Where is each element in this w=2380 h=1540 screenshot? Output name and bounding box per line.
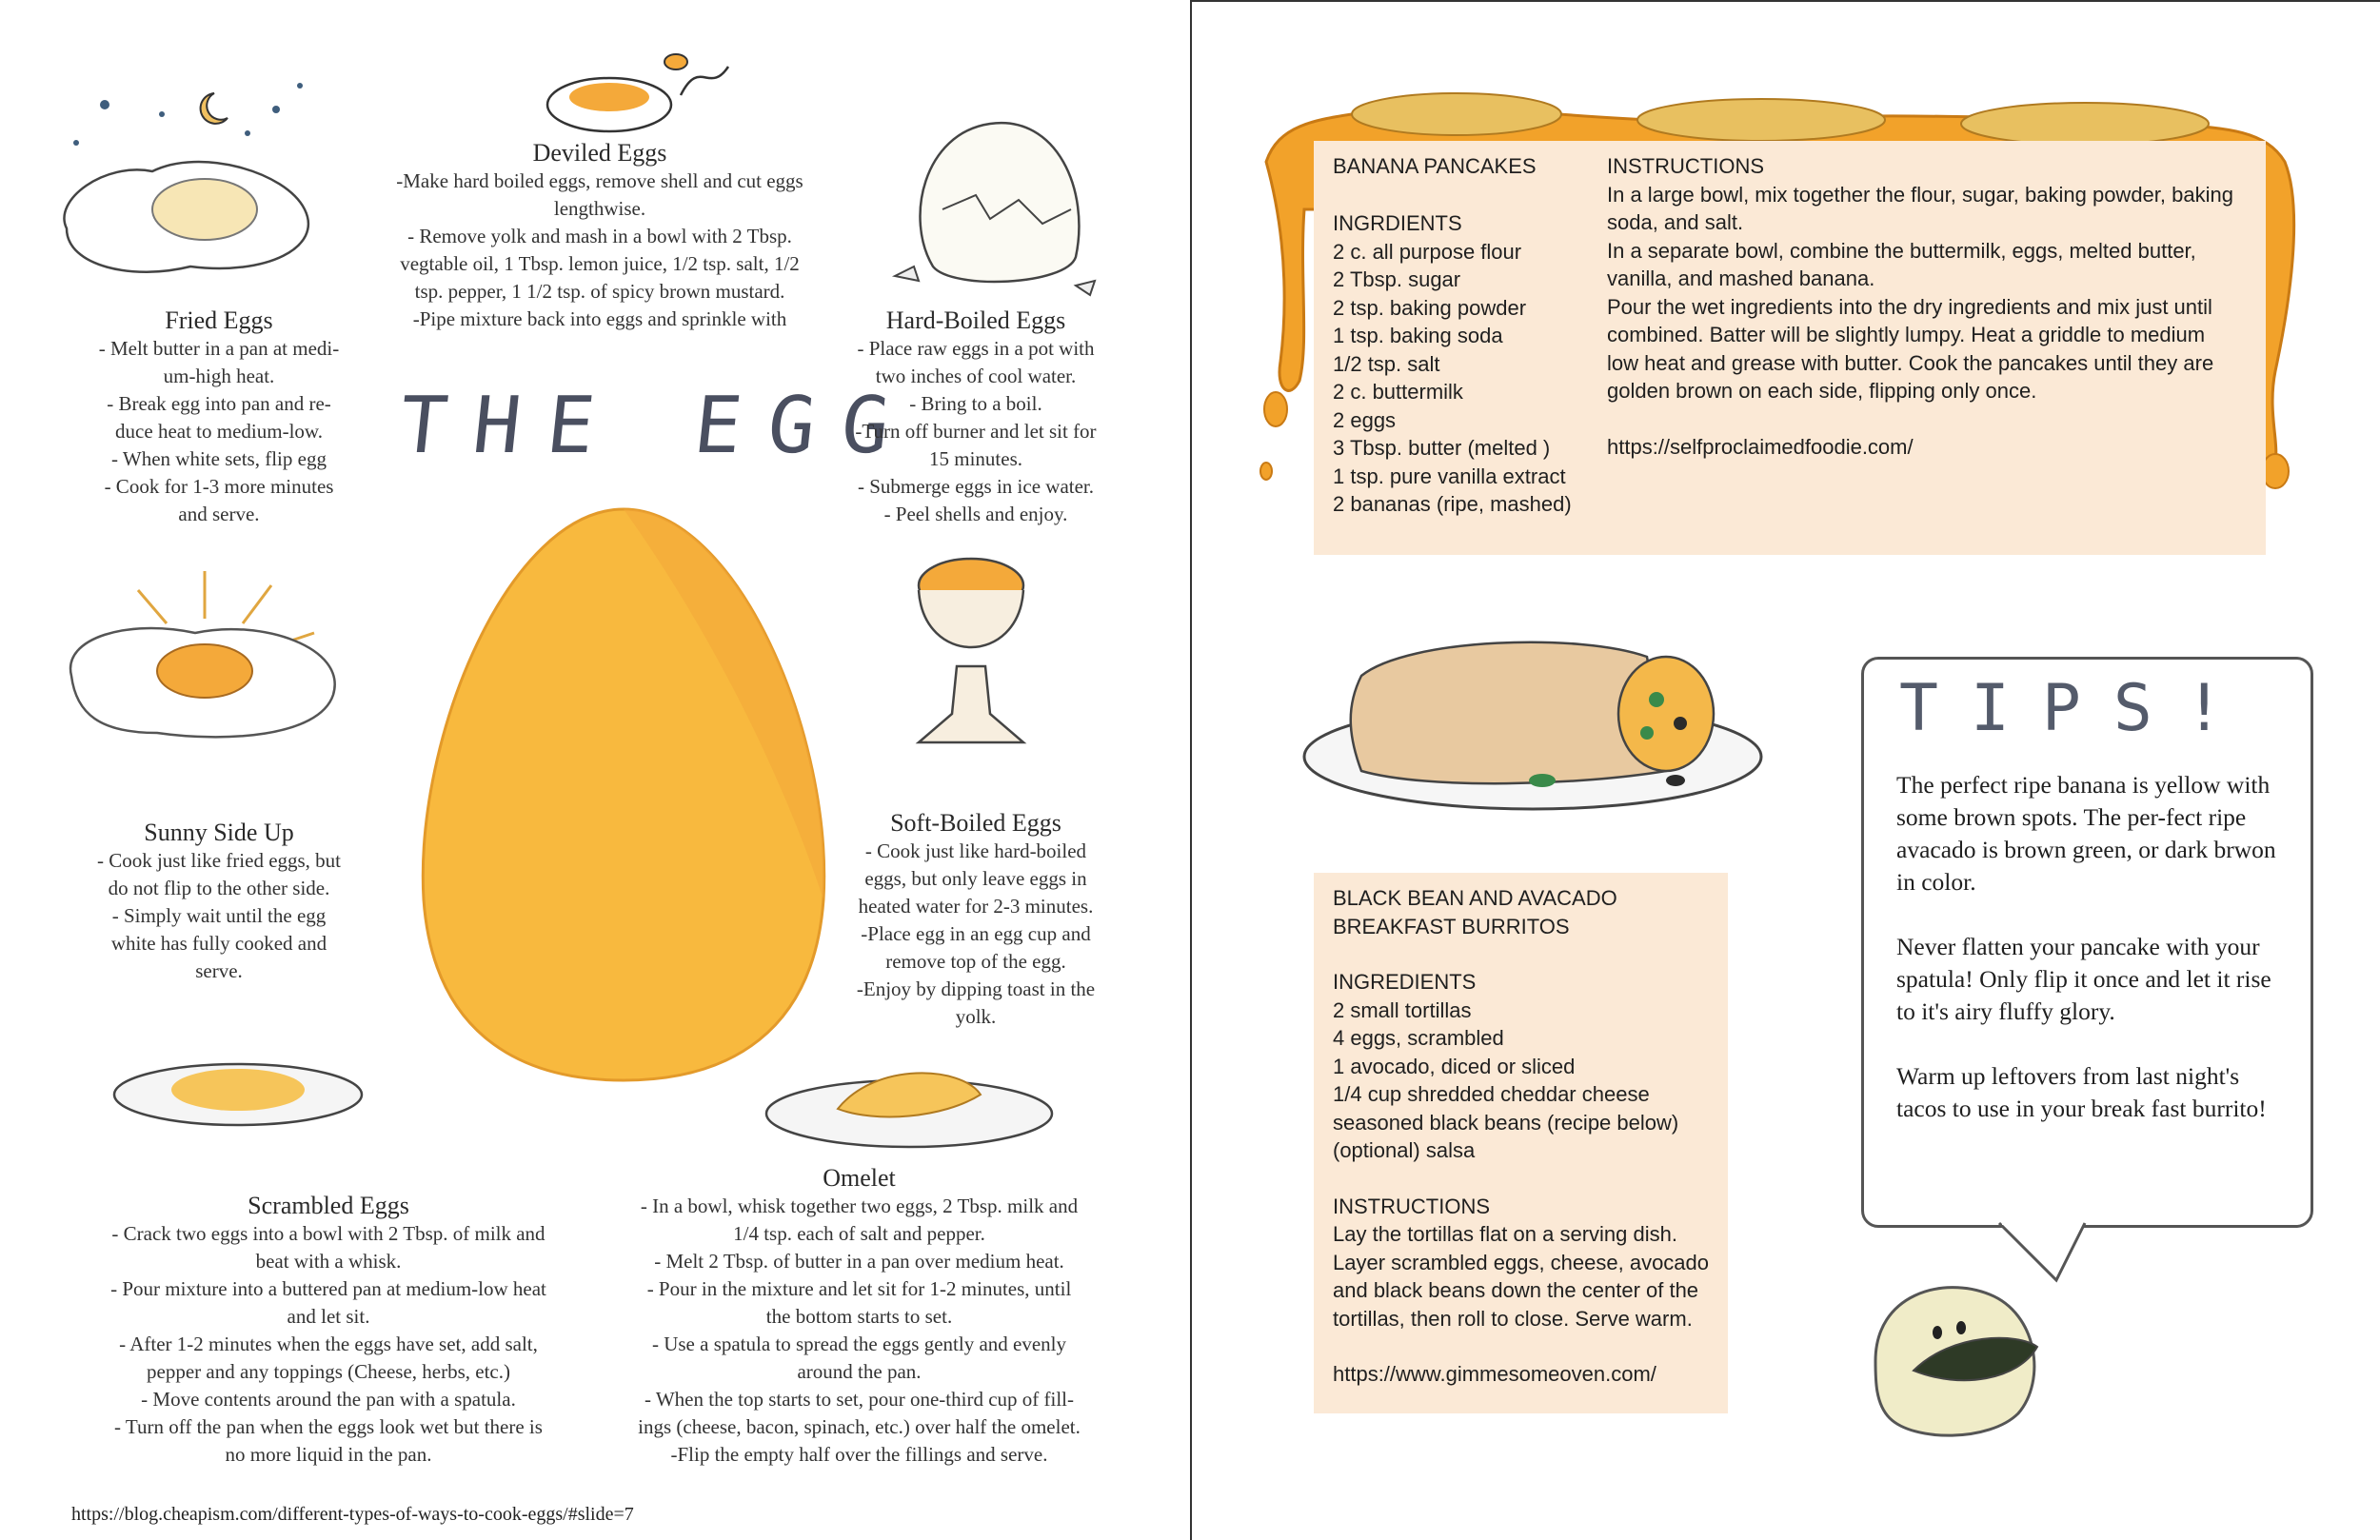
ingredient-item: 1/2 tsp. salt xyxy=(1333,351,1440,376)
recipe-line: yolk. xyxy=(955,1005,997,1028)
ingredient-item: 1 avocado, diced or sliced xyxy=(1333,1054,1576,1078)
instruction-line: In a separate bowl, combine the buttermilk, eggs, melted butter, xyxy=(1607,238,2196,263)
recipe-line: duce heat to medium-low. xyxy=(115,420,323,443)
recipe-line: ings (cheese, bacon, spinach, etc.) over half the omelet. xyxy=(638,1415,1081,1438)
burrito-illustration xyxy=(1295,619,1771,819)
source-link[interactable]: https://blog.cheapism.com/different-types-of-ways-to-cook-eggs/#slide=7 xyxy=(71,1504,634,1525)
tips-text xyxy=(1896,769,2287,1157)
ingredient-item: 3 Tbsp. butter (melted ) xyxy=(1333,436,1551,460)
recipe-line: two inches of cool water. xyxy=(875,365,1077,387)
pancakes-source-link[interactable]: https://selfproclaimedfoodie.com/ xyxy=(1607,434,1914,459)
recipe-title: Sunny Side Up xyxy=(144,819,294,846)
recipe-line: no more liquid in the pan. xyxy=(225,1443,432,1466)
instruction-line: tortillas, then roll to close. Serve warm. xyxy=(1333,1306,1693,1331)
instruction-line: and black beans down the center of the xyxy=(1333,1278,1699,1302)
ingredient-item: (optional) salsa xyxy=(1333,1138,1476,1162)
recipe-line: - Melt butter in a pan at medi- xyxy=(98,337,340,360)
recipe-line: -Flip the empty half over the fillings and serve. xyxy=(670,1443,1048,1466)
ingredient-item: 1/4 cup shredded cheddar cheese xyxy=(1333,1082,1650,1106)
recipe-line: - In a bowl, whisk together two eggs, 2 Tbsp. milk and xyxy=(640,1194,1079,1217)
instruction-line: soda, and salt. xyxy=(1607,210,1744,234)
recipe-title: Soft-Boiled Eggs xyxy=(890,809,1061,837)
instruction-line: vanilla, and mashed banana. xyxy=(1607,267,1875,290)
ingredient-item: 4 eggs, scrambled xyxy=(1333,1026,1504,1050)
instruction-line: Pour the wet ingredients into the dry ingredients and mix just until xyxy=(1607,294,2212,319)
tip-paragraph: Warm up leftovers from last night's tacos to use in your break fast burrito! xyxy=(1896,1062,2267,1122)
recipe-line: and serve. xyxy=(178,503,260,525)
tips-title: TIPS! xyxy=(1899,671,2256,746)
recipe-line: lengthwise. xyxy=(553,197,646,220)
recipe-line: - When white sets, flip egg xyxy=(111,447,327,470)
recipe-title: Deviled Eggs xyxy=(532,139,667,167)
recipe-title: Scrambled Eggs xyxy=(248,1192,409,1219)
recipe-line: - Place raw eggs in a pot with xyxy=(857,337,1095,360)
recipe-line: serve. xyxy=(195,959,243,982)
banana-pancakes-card xyxy=(1314,141,2266,555)
recipe-line: - Crack two eggs into a bowl with 2 Tbsp. of milk and xyxy=(111,1222,545,1245)
breakfast-burritos-card xyxy=(1314,873,1728,1413)
page-title: THE EGG xyxy=(395,381,921,471)
scrambled-eggs-recipe xyxy=(62,1192,595,1469)
deviled-eggs-recipe xyxy=(362,139,838,333)
recipe-line: - When the top starts to set, pour one-third cup of fill- xyxy=(644,1388,1074,1411)
ingredient-item: 2 bananas (ripe, mashed) xyxy=(1333,492,1572,516)
recipe-line: pepper and any toppings (Cheese, herbs, etc.) xyxy=(147,1360,510,1383)
recipe-line: -Enjoy by dipping toast in the xyxy=(856,977,1096,1000)
burritos-source-link[interactable]: https://www.gimmesomeoven.com/ xyxy=(1333,1362,1656,1386)
recipe-line: -Turn off burner and let sit for xyxy=(855,420,1097,443)
ingredient-item: 2 tsp. baking powder xyxy=(1333,295,1527,320)
recipe-line: um-high heat. xyxy=(163,365,275,387)
fried-eggs-recipe xyxy=(57,306,381,528)
recipe-title: Hard-Boiled Eggs xyxy=(885,306,1066,334)
recipe-line: - Pour in the mixture and let sit for 1-2 minutes, until xyxy=(646,1277,1072,1300)
deviled-egg-illustration xyxy=(528,38,738,143)
ingredient-item: 2 c. buttermilk xyxy=(1333,380,1463,404)
sunny-side-up-recipe xyxy=(67,819,371,985)
ingredient-item: 2 small tortillas xyxy=(1333,997,1472,1022)
recipe-line: tsp. pepper, 1 1/2 tsp. of spicy brown mustard. xyxy=(414,280,785,303)
big-egg-illustration xyxy=(405,500,843,1090)
recipe-line: around the pan. xyxy=(797,1360,922,1383)
recipe-line: - Use a spatula to spread the eggs gently and evenly xyxy=(651,1333,1067,1355)
recipe-line: remove top of the egg. xyxy=(885,950,1066,973)
recipe-line: - Pour mixture into a buttered pan at medium-low heat xyxy=(110,1277,546,1300)
tip-paragraph: Never flatten your pancake with your spatula! Only flip it once and let it rise to it's airy fluffy glory. xyxy=(1896,933,2271,1025)
scrambled-egg-illustration xyxy=(109,1028,367,1133)
recipe-line: white has fully cooked and xyxy=(110,932,327,955)
recipe-line: - Move contents around the pan with a spatula. xyxy=(141,1388,516,1411)
ingredient-item: 2 c. all purpose flour xyxy=(1333,239,1522,264)
recipe-title: Omelet xyxy=(823,1164,896,1192)
burritos-title: BLACK BEAN AND AVACADO xyxy=(1333,886,1617,910)
omelet-recipe xyxy=(600,1164,1119,1469)
ingredient-item: 1 tsp. baking soda xyxy=(1333,324,1503,347)
recipe-line: and let sit. xyxy=(287,1305,370,1328)
ingredient-item: 1 tsp. pure vanilla extract xyxy=(1333,464,1566,488)
burritos-content xyxy=(1333,884,1718,1389)
recipe-line: - After 1-2 minutes when the eggs have set, add salt, xyxy=(119,1333,538,1355)
recipe-line: heated water for 2-3 minutes. xyxy=(858,895,1094,918)
instruction-line: Layer scrambled eggs, cheese, avocado xyxy=(1333,1250,1710,1274)
sunny-side-up-illustration xyxy=(62,562,347,752)
recipe-line: - Turn off the pan when the eggs look wet but there is xyxy=(114,1415,543,1438)
instructions-label: INSTRUCTIONS xyxy=(1607,154,1764,178)
recipe-line: -Place egg in an egg cup and xyxy=(861,922,1091,945)
recipe-line: 1/4 tsp. each of salt and pepper. xyxy=(733,1222,985,1245)
pancakes-title: BANANA PANCAKES xyxy=(1333,154,1537,178)
egg-cup-illustration xyxy=(900,543,1042,771)
instructions-label: INSTRUCTIONS xyxy=(1333,1194,1490,1218)
soft-boiled-eggs-recipe xyxy=(828,809,1123,1031)
recipe-line: - Break egg into pan and re- xyxy=(107,392,331,415)
recipe-line: - Cook for 1-3 more minutes xyxy=(104,475,334,498)
recipe-line: vegtable oil, 1 Tbsp. lemon juice, 1/2 tsp. salt, 1/2 xyxy=(400,252,800,275)
ingredient-item: seasoned black beans (recipe below) xyxy=(1333,1110,1679,1135)
hard-boiled-eggs-recipe xyxy=(819,306,1133,528)
recipe-line: - Peel shells and enjoy. xyxy=(883,503,1068,525)
fried-egg-illustration xyxy=(48,143,324,286)
instruction-line: golden brown on each side, flipping only once. xyxy=(1607,379,2037,403)
instruction-line: In a large bowl, mix together the flour, sugar, baking powder, baking xyxy=(1607,182,2233,207)
speech-bubble-tail xyxy=(1999,1223,2113,1290)
recipe-line: the bottom starts to set. xyxy=(765,1305,953,1328)
pancakes-ingredients xyxy=(1333,209,1609,519)
cracked-egg-illustration xyxy=(885,105,1104,295)
burritos-title: BREAKFAST BURRITOS xyxy=(1333,914,1570,938)
pancakes-instructions xyxy=(1607,152,2264,461)
recipe-line: - Melt 2 Tbsp. of butter in a pan over medium heat. xyxy=(654,1250,1064,1273)
left-page xyxy=(0,0,1184,1540)
instruction-line: Lay the tortillas flat on a serving dish. xyxy=(1333,1222,1677,1246)
recipe-line: 15 minutes. xyxy=(929,447,1022,470)
recipe-line: - Bring to a boil. xyxy=(909,392,1042,415)
recipe-title: Fried Eggs xyxy=(165,306,273,334)
instruction-line: low heat and grease with butter. Cook the pancakes until they are xyxy=(1607,350,2214,375)
instruction-line: combined. Batter will be slightly lumpy. Heat a griddle to medium xyxy=(1607,323,2206,346)
recipe-line: - Cook just like hard-boiled xyxy=(864,839,1087,862)
recipe-line: beat with a whisk. xyxy=(255,1250,402,1273)
recipe-line: do not flip to the other side. xyxy=(108,877,330,899)
recipe-line: eggs, but only leave eggs in xyxy=(864,867,1087,890)
recipe-line: - Submerge eggs in ice water. xyxy=(857,475,1095,498)
recipe-line: -Make hard boiled eggs, remove shell and cut eggs xyxy=(396,169,803,192)
recipe-line: - Cook just like fried eggs, but xyxy=(96,849,342,872)
recipe-line: - Remove yolk and mash in a bowl with 2 Tbsp. xyxy=(407,225,792,247)
ingredient-item: 2 Tbsp. sugar xyxy=(1333,267,1461,291)
ingredient-item: 2 eggs xyxy=(1333,407,1397,432)
recipe-line: - Simply wait until the egg xyxy=(111,904,327,927)
ingredients-label: INGREDIENTS xyxy=(1333,970,1477,994)
recipe-line: -Pipe mixture back into eggs and sprinkle with xyxy=(412,307,787,330)
ingredients-label: INGRDIENTS xyxy=(1333,211,1462,235)
tip-paragraph: The perfect ripe banana is yellow with some brown spots. The per-fect ripe avacado is brown green, or dark brwon in color. xyxy=(1896,771,2276,896)
